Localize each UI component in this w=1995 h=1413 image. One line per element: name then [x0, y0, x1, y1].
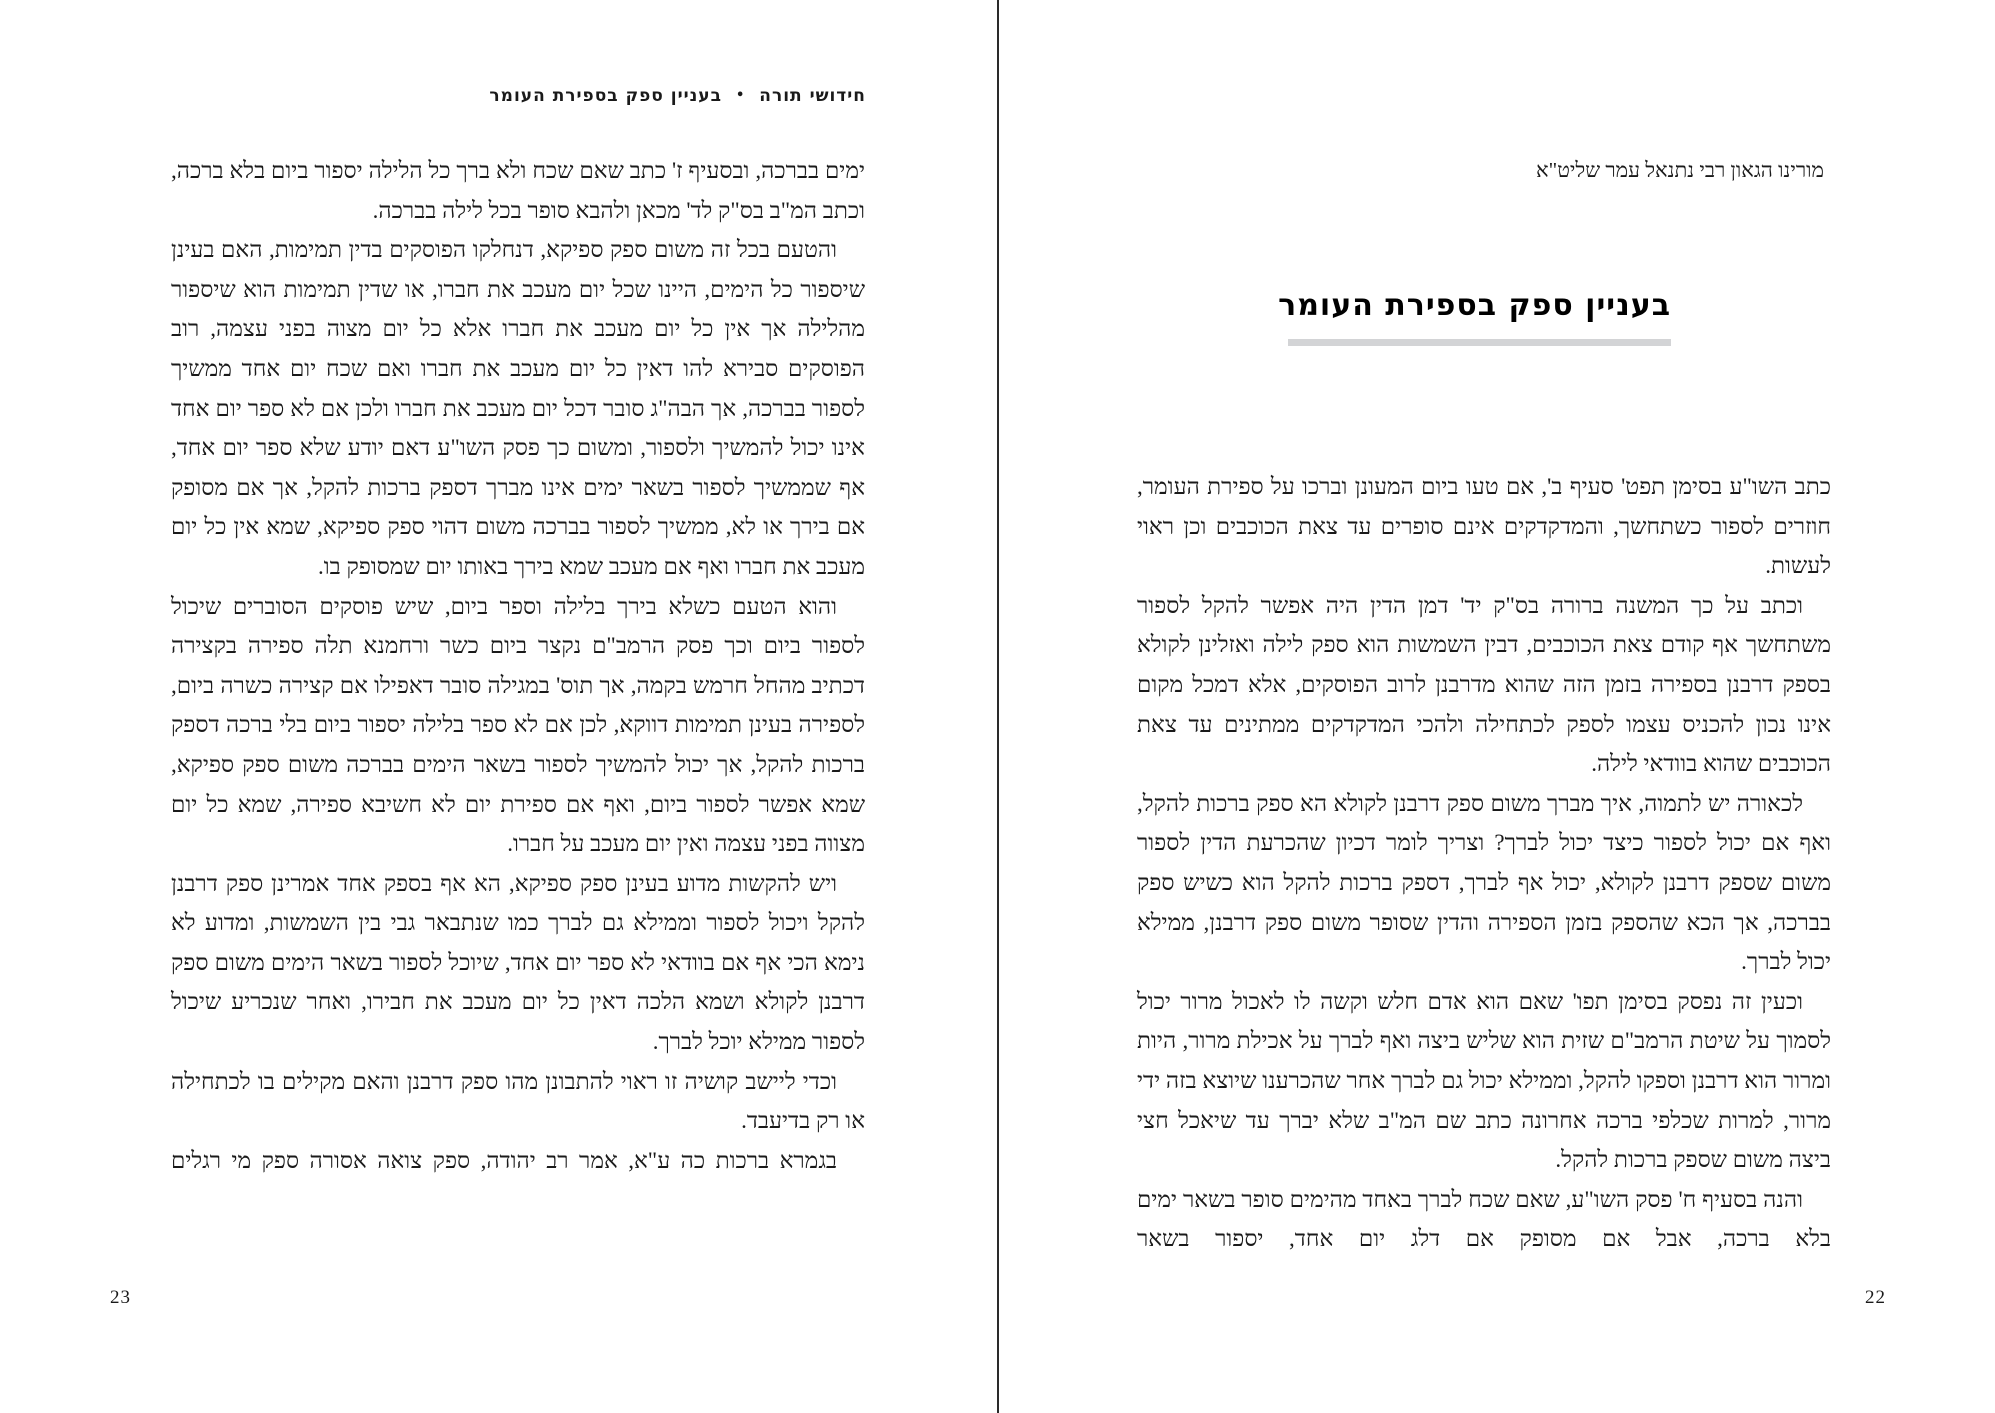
paragraph: והטעם בכל זה משום ספק ספיקא, דנחלקו הפוסקים בדין תמימות, האם בעינן שיספור כל הימים, היינו שכל יום מעכב את חברו, או שדין תמימות הוא שיספור מהלילה אך אין כל יום מעכב את חברו אלא כל יום מצוה בפני עצמה, רוב הפוסקים סבירא להו דאין כל יום מעכב את חברו ואם שכח יום אחד ממשיך לספור בברכה, אך הבה"ג סובר דכל יום מעכב את חברו ולכן אם לא ספר יום אחד אינו יכול להמשיך ולספור, ומשום כך פסק השו"ע דאם יודע שלא ספר יום אחד, אף שממשיך לספור בשאר ימים אינו מברך דספק ברכות להקל, אך אם מסופק אם בירך או לא, ממשיך לספור בברכה משום דהוי ספק ספיקא, שמא אין כל יום מעכב את חברו ואף אם מעכב שמא בירך באותו יום שמסופק בו. — [171, 237, 865, 579]
running-header-book-title: חידושי תורה — [759, 86, 866, 106]
paragraph: בגמרא ברכות כה ע"א, אמר רב יהודה, ספק צואה אסורה ספק מי רגלים — [171, 1147, 837, 1173]
title-underline-bar — [1288, 339, 1671, 346]
article-title-block — [1278, 286, 1671, 346]
paragraph: כתב השו"ע בסימן תפט' סעיף ב', אם טעו ביום המעונן וברכו על ספירת העומר, חוזרים לספור כשתחשך, והמדקדקים אינם סופרים עד צאת הכוכבים וכן ראוי לעשות. — [1137, 474, 1831, 579]
paragraph: ימים בברכה, ובסעיף ז' כתב שאם שכח ולא ברך כל הלילה יספור ביום בלא ברכה, וכתב המ"ב בס"ק לד' מכאן ולהבא סופר בכל לילה בברכה. — [171, 158, 865, 223]
right-page — [999, 0, 1995, 1413]
right-page-body — [1137, 467, 1831, 1259]
left-page — [0, 0, 997, 1413]
running-header-chapter-title: בעניין ספק בספירת העומר — [489, 86, 722, 106]
paragraph: והוא הטעם כשלא בירך בלילה וספר ביום, שיש פוסקים הסוברים שיכול לספור ביום וכך פסק הרמב"ם נקצר ביום כשר ורחמנא תלה ספירה בקצירה דכתיב מהחל חרמש בקמה, אך תוס' במגילה סובר דאפילו אם קצירה כשרה ביום, לספירה בעינן תמימות דווקא, לכן אם לא ספר בלילה יספור ביום בלי ברכה דספק ברכות להקל, אך יכול להמשיך לספור בשאר הימים בברכה משום ספק ספיקא, שמא אפשר לספור ביום, ואף אם ספירת יום לא חשיבא ספירה, שמא כל יום מצווה בפני עצמה ואין יום מעכב על חברו. — [171, 593, 865, 857]
paragraph: ויש להקשות מדוע בעינן ספק ספיקא, הא אף בספק אחד אמרינן ספק דרבנן להקל ויכול לספור וממילא גם לברך כמו שנתבאר גבי בין השמשות, ומדוע לא נימא הכי אף אם בוודאי לא ספר יום אחד, שיוכל לספור בשאר הימים משום ספק דרבנן לקולא ושמא הלכה דאין כל יום מעכב את חבירו, ואחר שנכריע שיכול לספור ממילא יוכל לברך. — [171, 870, 865, 1055]
paragraph: והנה בסעיף ח' פסק השו"ע, שאם שכח לברך באחד מהימים סופר בשאר ימים בלא ברכה, אבל אם מסופק אם דלג יום אחד, יספור בשאר — [1137, 1186, 1831, 1252]
page-number: 22 — [1865, 1287, 1886, 1308]
article-title: בעניין ספק בספירת העומר — [1278, 288, 1671, 323]
paragraph: וכעין זה נפסק בסימן תפו' שאם הוא אדם חלש וקשה לו לאכול מרור יכול לסמוך על שיטת הרמב"ם שזית הוא שליש ביצה ואף לברך על אכילת מרור, היות ומרור הוא דרבנן וספקו להקל, וממילא יכול גם לברך אחר שהכרענו שיוצא בזה ידי מרור, למרות שכלפי ברכה אחרונה כתב שם המ"ב שלא יברך עד שיאכל חצי ביצה משום שספק ברכות להקל. — [1137, 988, 1831, 1173]
left-page-body — [171, 151, 865, 1180]
page-number: 23 — [110, 1287, 131, 1308]
author-line: מורינו הגאון רבי נתנאל עמר שליט"א — [1536, 158, 1824, 182]
paragraph: לכאורה יש לתמוה, איך מברך משום ספק דרבנן לקולא הא ספק ברכות להקל, ואף אם יכול לספור כיצד יכול לברך? וצריך לומר דכיון שהכרעת הדין לספור משום שספק דרבנן לקולא, יכול אף לברך, דספק ברכות להקל הוא כשיש ספק בברכה, אך הכא שהספק בזמן הספירה והדין שסופר משום ספק דרבנן, ממילא יכול לברך. — [1137, 790, 1831, 975]
paragraph: וכתב על כך המשנה ברורה בס"ק יד' דמן הדין היה אפשר להקל לספור משתחשך אף קודם צאת הכוכבים, דבין השמשות הוא ספק לילה ואזלינן לקולא בספק דרבנן בספירה בזמן הזה שהוא מדרבנן לרוב הפוסקים, אלא דמכל מקום אינו נכון להכניס עצמו לספק לכתחילה ולהכי המדקדקים ממתינים עד צאת הכוכבים שהוא בוודאי לילה. — [1137, 592, 1831, 777]
running-header — [489, 86, 866, 106]
paragraph: וכדי ליישב קושיה זו ראוי להתבונן מהו ספק דרבנן והאם מקילים בו לכתחילה או רק בדיעבד. — [171, 1068, 865, 1134]
bullet-separator-icon: • — [735, 88, 746, 103]
